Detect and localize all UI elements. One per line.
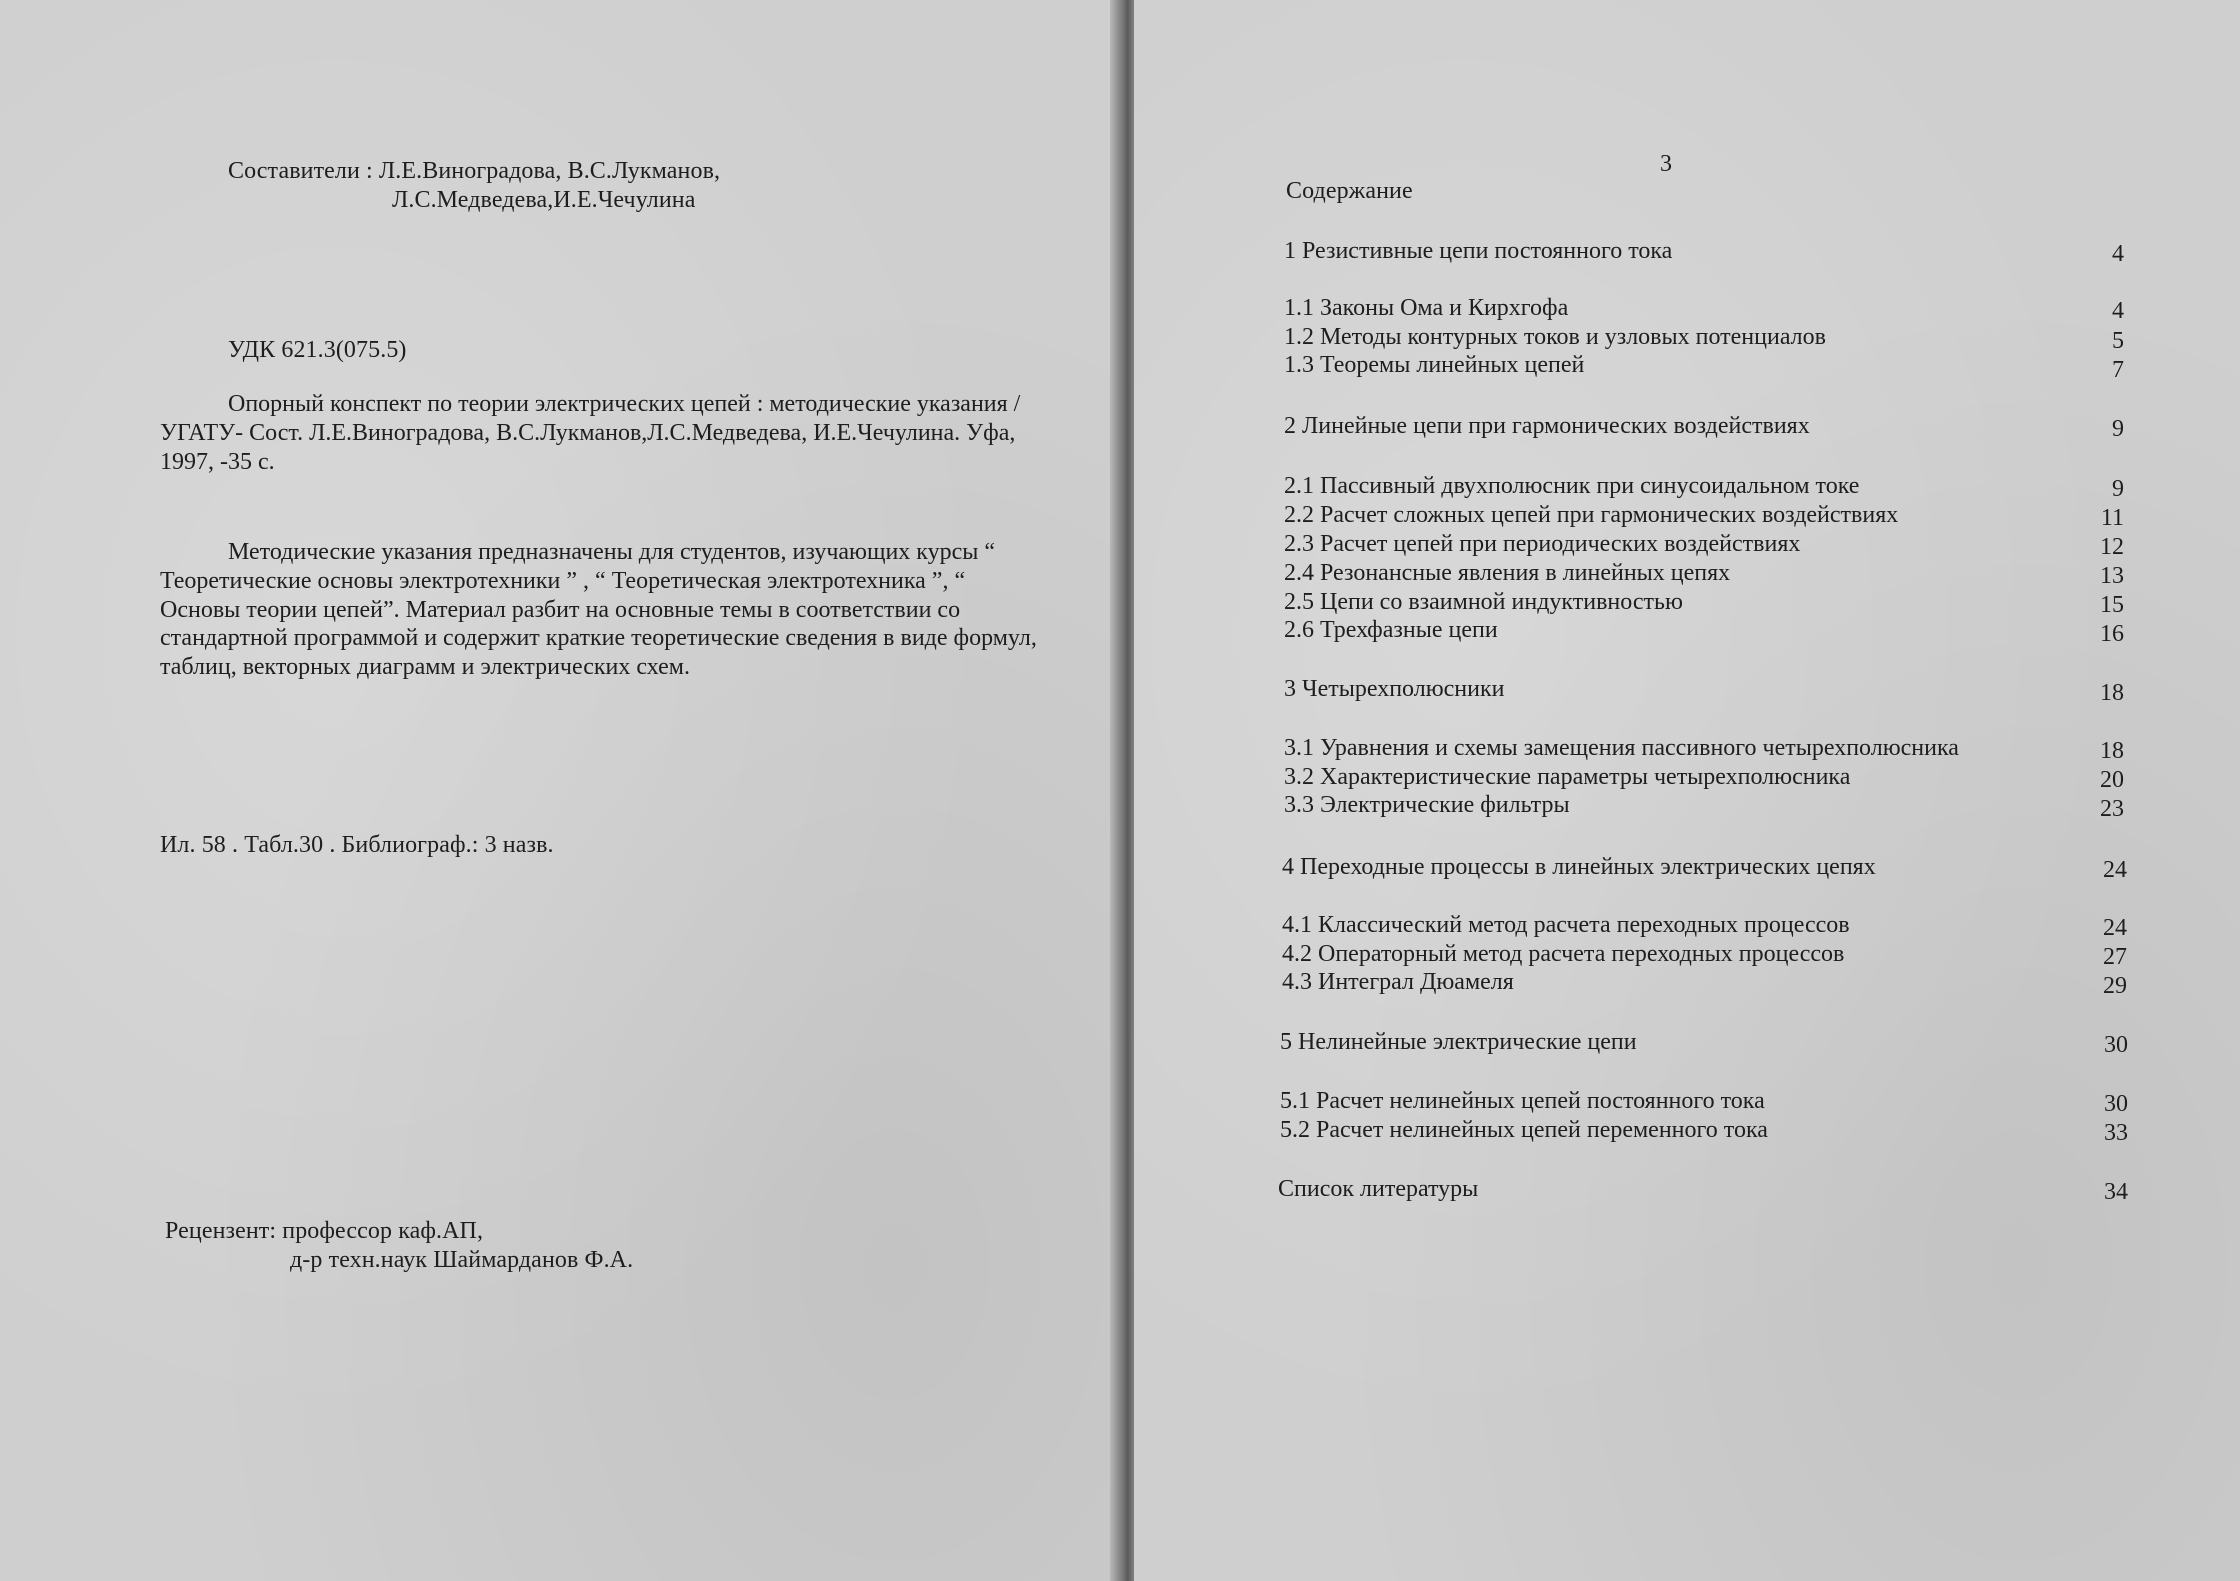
- toc-entry-title: 2.3 Расчет цепей при периодических воздействиях: [1284, 531, 1801, 557]
- abstract-paragraph-1: Опорный конспект по теории электрических цепей : методические указания / УГАТУ- Сост. Л.Е.Виноградова, В.С.Лукманов,Л.С.Медведева, И.Е.Чечулина. Уфа, 1997, -35 с.: [160, 391, 1021, 475]
- toc-entry-title: 2.1 Пассивный двухполюсник при синусоидальном токе: [1284, 473, 1860, 499]
- toc-entry-title: 1.3 Теоремы линейных цепей: [1284, 352, 1585, 378]
- udk-code: УДК 621.3(075.5): [228, 337, 407, 363]
- reviewer-line-1: Рецензент: профессор каф.АП,: [165, 1218, 484, 1244]
- toc-entry-page: 11: [2100, 505, 2124, 531]
- toc-entry-title: 4.1 Классический метод расчета переходных процессов: [1282, 912, 1850, 938]
- toc-entry-title: 4 Переходные процессы в линейных электрических цепях: [1282, 854, 1876, 880]
- toc-entry-page: 27: [2103, 944, 2127, 970]
- compilers-line-1: Составители : Л.Е.Виноградова, В.С.Лукманов,: [228, 158, 721, 184]
- toc-entry-page: 34: [2104, 1179, 2128, 1205]
- toc-entry-title: 1.2 Методы контурных токов и узловых потенциалов: [1284, 324, 1826, 350]
- toc-entry-title: 1.1 Законы Ома и Кирхгофа: [1284, 295, 1569, 321]
- toc-entry-page: 7: [2112, 357, 2124, 383]
- toc-entry-title: 3 Четырехполюсники: [1284, 676, 1505, 702]
- toc-entry-page: 9: [2112, 416, 2124, 442]
- right-page: [1134, 0, 2240, 1581]
- page-number: 3: [1660, 151, 1673, 177]
- toc-entry-page: 29: [2103, 973, 2127, 999]
- toc-entry-title: 4.3 Интеграл Дюамеля: [1282, 969, 1514, 995]
- toc-entry-page: 23: [2100, 796, 2124, 822]
- toc-entry-title: 4.2 Операторный метод расчета переходных процессов: [1282, 941, 1845, 967]
- toc-entry-title: 2.6 Трехфазные цепи: [1284, 617, 1498, 643]
- toc-entry-title: 5.2 Расчет нелинейных цепей переменного тока: [1280, 1117, 1768, 1143]
- toc-entry-title: 1 Резистивные цепи постоянного тока: [1284, 238, 1673, 264]
- toc-entry-page: 12: [2100, 534, 2124, 560]
- toc-entry-page: 13: [2100, 563, 2124, 589]
- toc-entry-title: 5.1 Расчет нелинейных цепей постоянного тока: [1280, 1088, 1765, 1114]
- toc-entry-page: 20: [2100, 767, 2124, 793]
- toc-title: Содержание: [1286, 178, 1413, 204]
- toc-entry-title: Список литературы: [1278, 1176, 1479, 1202]
- left-page: [0, 0, 1118, 1581]
- toc-entry-page: 24: [2103, 915, 2127, 941]
- toc-entry-title: 5 Нелинейные электрические цепи: [1280, 1029, 1637, 1055]
- toc-entry-page: 4: [2112, 298, 2124, 324]
- toc-entry-title: 2.5 Цепи со взаимной индуктивностью: [1284, 589, 1683, 615]
- toc-entry-title: 2.4 Резонансные явления в линейных цепях: [1284, 560, 1731, 586]
- toc-entry-page: 4: [2112, 241, 2124, 267]
- toc-entry-page: 33: [2104, 1120, 2128, 1146]
- toc-entry-title: 3.2 Характеристические параметры четырехполюсника: [1284, 764, 1851, 790]
- toc-entry-page: 18: [2100, 680, 2124, 706]
- toc-entry-page: 5: [2112, 328, 2124, 354]
- toc-entry-page: 24: [2103, 857, 2127, 883]
- toc-entry-title: 2 Линейные цепи при гармонических воздействиях: [1284, 413, 1810, 439]
- compilers-line-2: Л.С.Медведева,И.Е.Чечулина: [392, 187, 696, 213]
- toc-entry-title: 3.1 Уравнения и схемы замещения пассивного четырехполюсника: [1284, 735, 1959, 761]
- toc-entry-page: 16: [2100, 621, 2124, 647]
- toc-entry-page: 30: [2104, 1032, 2128, 1058]
- stats-line: Ил. 58 . Табл.30 . Библиограф.: 3 назв.: [160, 832, 554, 858]
- abstract-paragraph-2: Методические указания предназначены для студентов, изучающих курсы “ Теоретические основы электротехники ” , “ Теоретическая электротехника ”, “ Основы теории цепей”. Материал разбит на основные темы в соответствии со стандартной программой и содержит краткие теоретические сведения в виде формул, таблиц, векторных диаграмм и электрических схем.: [160, 539, 1037, 681]
- reviewer-line-2: д-р техн.наук Шаймарданов Ф.А.: [290, 1247, 634, 1273]
- toc-entry-page: 9: [2112, 476, 2124, 502]
- toc-entry-title: 3.3 Электрические фильтры: [1284, 792, 1570, 818]
- toc-entry-page: 18: [2100, 738, 2124, 764]
- toc-entry-page: 30: [2104, 1091, 2128, 1117]
- toc-entry-title: 2.2 Расчет сложных цепей при гармонических воздействиях: [1284, 502, 1899, 528]
- toc-entry-page: 15: [2100, 592, 2124, 618]
